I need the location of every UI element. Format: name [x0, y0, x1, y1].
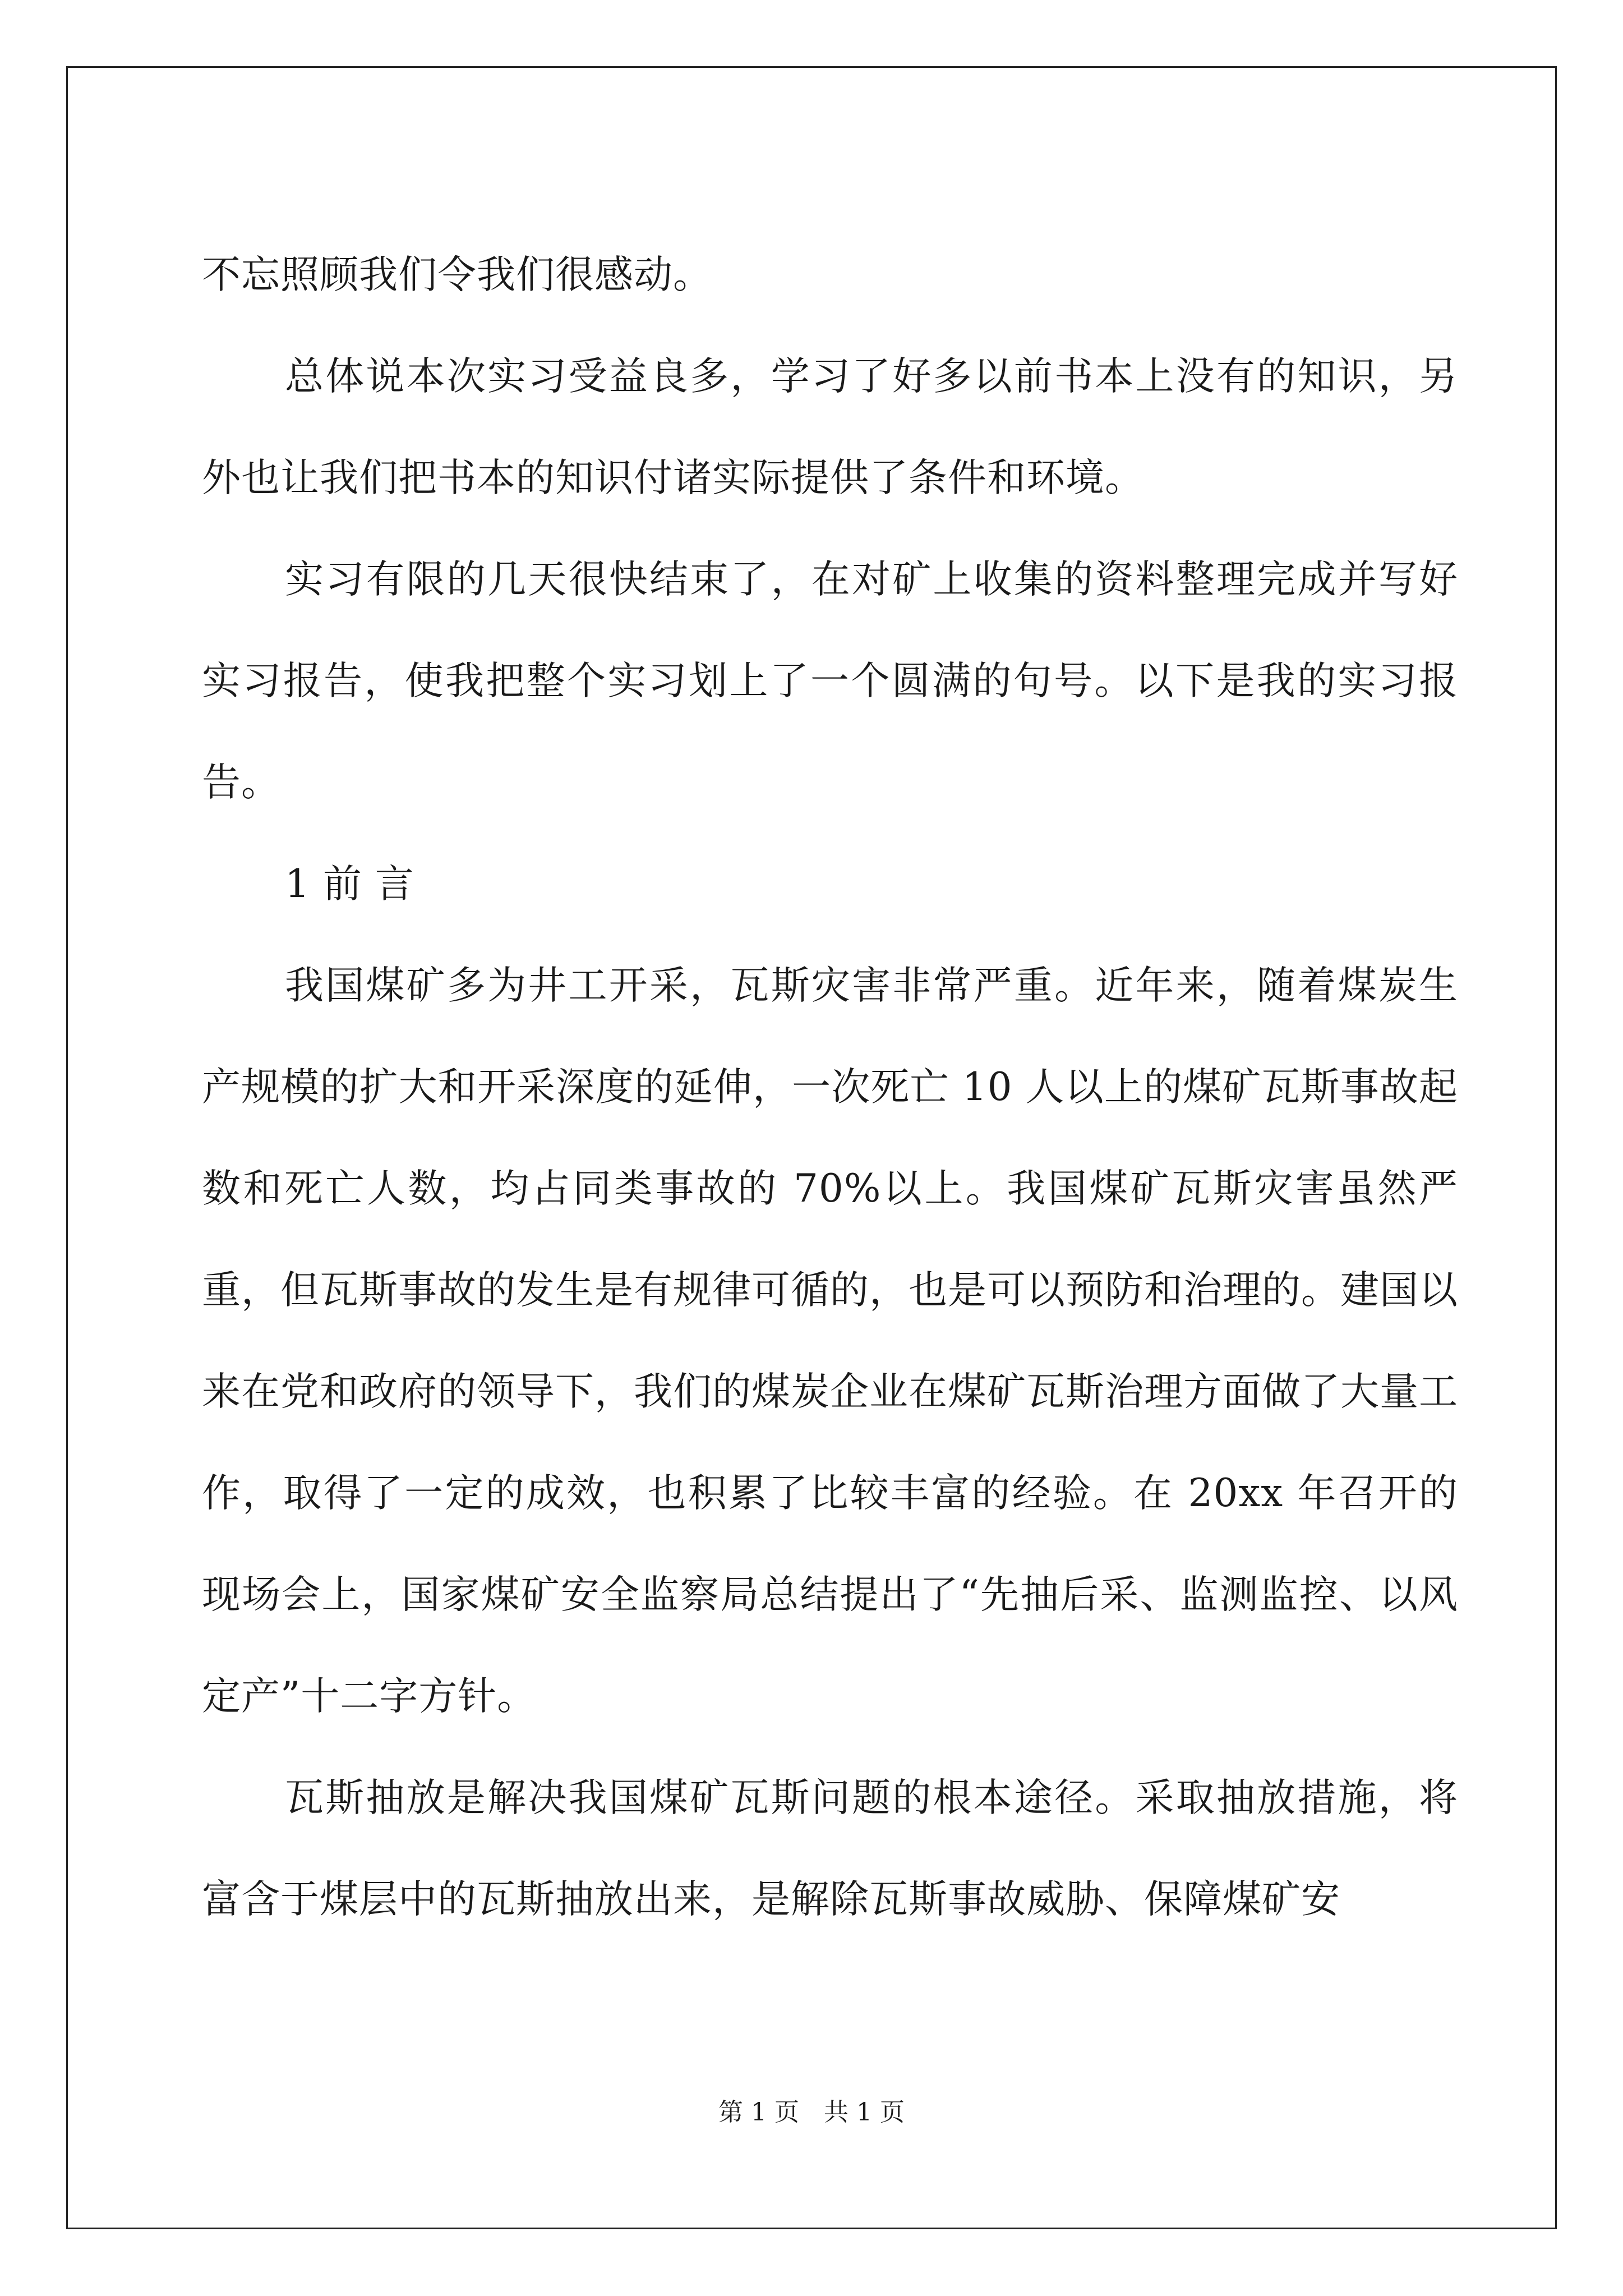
paragraph: 实习有限的几天很快结束了，在对矿上收集的资料整理完成并写好实习报告，使我把整个实习划上了一个圆满的句号。以下是我的实习报告。: [202, 557, 1458, 805]
document-body: [202, 224, 1458, 1950]
paragraph: 总体说本次实习受益良多，学习了好多以前书本上没有的知识，另外也让我们把书本的知识付诸实际提供了条件和环境。: [202, 354, 1458, 500]
page-footer: [0, 2096, 1623, 2129]
paragraph: 瓦斯抽放是解决我国煤矿瓦斯问题的根本途径。采取抽放措施，将富含于煤层中的瓦斯抽放出来，是解除瓦斯事故威胁、保障煤矿安: [202, 1775, 1458, 1922]
page-total: 共 1 页: [824, 2098, 905, 2127]
section-heading: 1 前 言: [285, 862, 414, 907]
paragraph: 我国煤矿多为井工开采，瓦斯灾害非常严重。近年来，随着煤炭生产规模的扩大和开采深度的延伸，一次死亡 10 人以上的煤矿瓦斯事故起数和死亡人数，均占同类事故的 70%以上。我国煤矿瓦斯灾害虽然严重，但瓦斯事故的发生是有规律可循的，也是可以预防和治理的。建国以来在党和政府的领导下，我们的煤炭企业在煤矿瓦斯治理方面做了大量工作，取得了一定的成效，也积累了比较丰富的经验。在 20xx 年召开的现场会上，国家煤矿安全监察局总结提出了“先抽后采、监测监控、以风定产”十二字方针。: [202, 963, 1458, 1719]
paragraph: 不忘照顾我们令我们很感动。: [202, 252, 712, 297]
page-number: 第 1 页: [718, 2098, 799, 2127]
